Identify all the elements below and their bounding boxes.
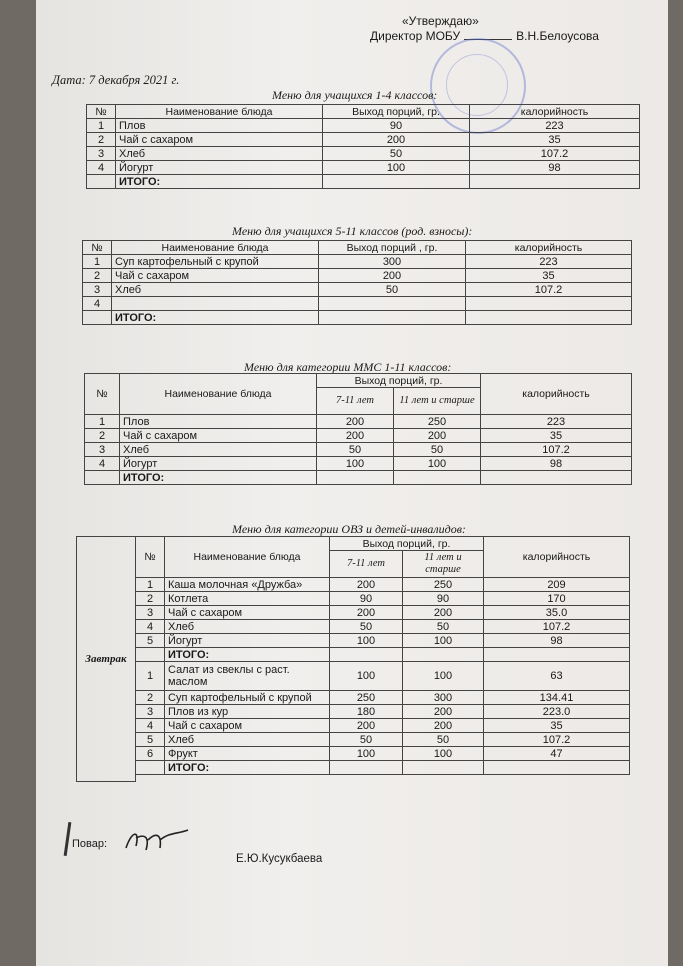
table-row: 5 Хлеб 50 50 107.2	[77, 733, 630, 747]
meal-label: Завтрак	[77, 537, 136, 782]
menu1-title: Меню для учащихся 1-4 классов:	[272, 88, 438, 102]
table-row: 3 Хлеб 50 107.2	[83, 283, 632, 297]
cook-signature	[122, 826, 192, 856]
document-date: Дата: 7 декабря 2021 г.	[52, 73, 180, 87]
table-row: 5 Йогурт 100 100 98	[77, 634, 630, 648]
table-row: 3 Чай с сахаром 200 200 35.0	[77, 606, 630, 620]
table-row: 2 Котлета 90 90 170	[77, 592, 630, 606]
table-row: 1 Суп картофельный с крупой 300 223	[83, 255, 632, 269]
table-row: 1 Плов 200 250 223	[85, 415, 632, 429]
menu3-title: Меню для категории ММС 1-11 классов:	[244, 360, 452, 374]
approval-position: Директор МОБУ	[370, 29, 461, 43]
table-row: 2 Чай с сахаром 200 200 35	[85, 429, 632, 443]
col-name: Наименование блюда	[116, 105, 323, 119]
total-row: ИТОГО:	[83, 311, 632, 325]
approval-title: «Утверждаю»	[402, 14, 479, 28]
table-row: 1 Каша молочная «Дружба» 200 250 209	[77, 578, 630, 592]
table-row: 2 Суп картофельный с крупой 250 300 134.41	[77, 691, 630, 705]
table-row: 3 Плов из кур 180 200 223.0	[77, 705, 630, 719]
col-portion: Выход порций, гр.	[323, 105, 470, 119]
table-row: 1 Салат из свеклы с раст. маслом 100 100 63	[77, 662, 630, 691]
table-row: 4 Йогурт 100 100 98	[85, 457, 632, 471]
menu4-table: Завтрак № Наименование блюда Выход порций, гр. калорийность 7-11 лет 11 лет и старше 1 Каша молочная «Дружба» 200 250 209 2 Котлета 90 90 170 3 Чай с сахаром 200 200 35.0 4 Хлеб 50 50 107.2 5 Йогурт 100 100 98 ИТОГО: 1 Салат из свеклы с раст. маслом 100 100 63 2 Суп картофельный с крупой 250 300 134.41 3 Плов из кур 180 200 223.0 4 Чай с сахаром 200 200 35 5 Хлеб 50 50 107.2 6 Фрукт 100 100 47 ИТОГО:	[76, 536, 630, 782]
table-row: 1 Плов 90 223	[87, 119, 640, 133]
table-row: 4 Чай с сахаром 200 200 35	[77, 719, 630, 733]
total-row: ИТОГО:	[77, 761, 630, 775]
menu1-table	[86, 104, 640, 189]
cook-label: Повар:	[72, 838, 108, 850]
table-row: 4 Хлеб 50 50 107.2	[77, 620, 630, 634]
table-row: 4	[83, 297, 632, 311]
menu2-table: № Наименование блюда Выход порций , гр. калорийность 1 Суп картофельный с крупой 300 223 2 Чай с сахаром 200 35 3 Хлеб 50 107.2 4 ИТОГО:	[82, 240, 632, 325]
table-row: 3 Хлеб 50 50 107.2	[85, 443, 632, 457]
menu3-table: № Наименование блюда Выход порций, гр. калорийность 7-11 лет 11 лет и старше 1 Плов 200 250 223 2 Чай с сахаром 200 200 35 3 Хлеб 50 50 107.2 4 Йогурт 100 100 98 ИТОГО:	[84, 373, 632, 485]
menu2-title: Меню для учащихся 5-11 классов (род. взносы):	[232, 224, 473, 238]
total-row: ИТОГО:	[85, 471, 632, 485]
table-row: 2 Чай с сахаром 200 35	[87, 133, 640, 147]
table-row: 4 Йогурт 100 98	[87, 161, 640, 175]
director-name: В.Н.Белоусова	[516, 29, 599, 43]
total-row: ИТОГО:	[77, 648, 630, 662]
table-row: 3 Хлеб 50 107.2	[87, 147, 640, 161]
col-num: №	[87, 105, 116, 119]
col-kcal: калорийность	[470, 105, 640, 119]
table-row: 2 Чай с сахаром 200 35	[83, 269, 632, 283]
cook-name: Е.Ю.Кусукбаева	[236, 853, 323, 865]
table-row: 6 Фрукт 100 100 47	[77, 747, 630, 761]
total-row: ИТОГО:	[87, 175, 640, 189]
menu4-title: Меню для категории ОВЗ и детей-инвалидов:	[232, 522, 466, 536]
